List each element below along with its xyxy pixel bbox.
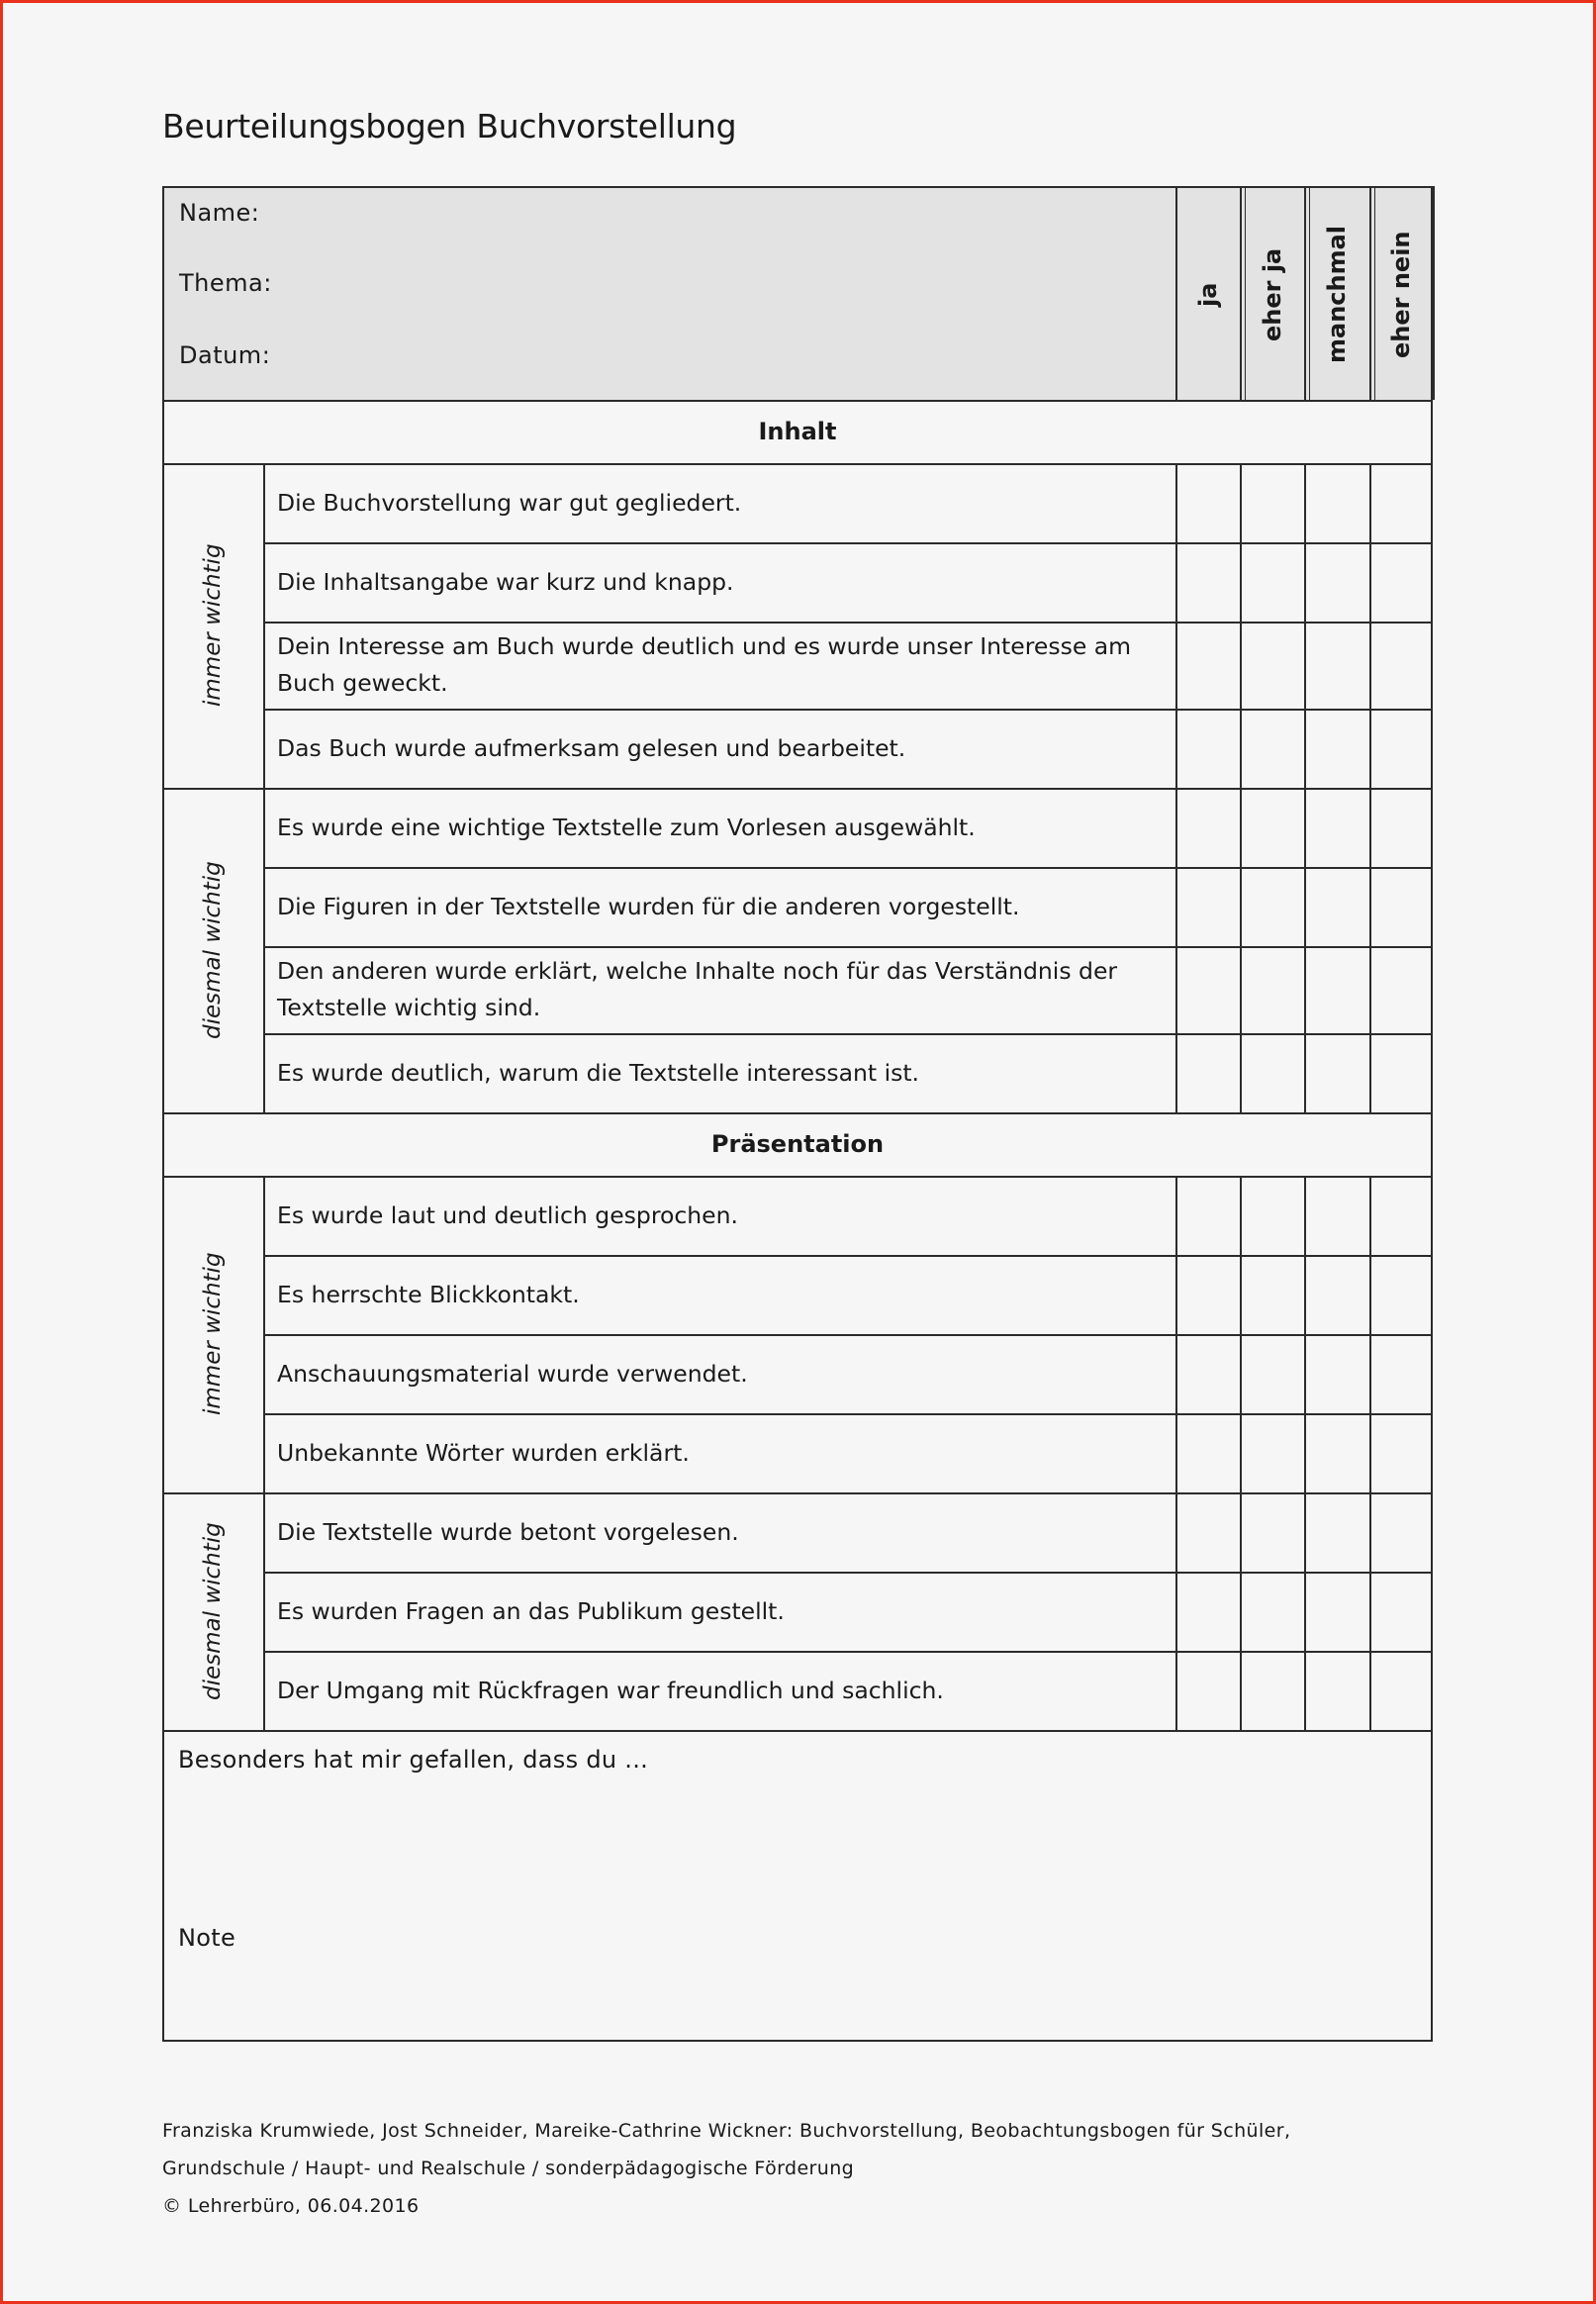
criterion-text: Unbekannte Wörter wurden erklärt.: [277, 1438, 690, 1467]
column-header-eher-nein: eher nein: [1387, 231, 1415, 358]
comment-area[interactable]: [164, 1732, 1431, 2039]
rating-box-ja[interactable]: [1177, 869, 1240, 946]
rating-box-eher-ja[interactable]: [1242, 544, 1304, 622]
column-header-eher-ja: eher ja: [1258, 247, 1286, 341]
rating-box-ja[interactable]: [1177, 790, 1240, 867]
rating-box-manchmal[interactable]: [1306, 1494, 1369, 1572]
rating-box-eher-nein[interactable]: [1371, 1336, 1433, 1413]
grid-line: [1240, 1492, 1242, 1730]
rating-box-eher-nein[interactable]: [1371, 1415, 1433, 1492]
rating-box-eher-nein[interactable]: [1371, 544, 1433, 622]
grid-line: [1240, 1176, 1242, 1492]
rating-box-ja[interactable]: [1177, 1035, 1240, 1112]
rating-box-ja[interactable]: [1177, 1415, 1240, 1492]
grid-line: [1304, 1176, 1306, 1492]
rating-box-eher-ja[interactable]: [1242, 1257, 1304, 1334]
rating-box-eher-nein[interactable]: [1371, 1494, 1433, 1572]
rating-box-eher-nein[interactable]: [1371, 790, 1433, 867]
rating-box-eher-ja[interactable]: [1242, 948, 1304, 1033]
rating-box-eher-ja[interactable]: [1242, 869, 1304, 946]
liked-prompt: Besonders hat mir gefallen, dass du ...: [178, 1746, 649, 1774]
grid-line: [263, 1492, 265, 1730]
grid-line: [1433, 186, 1435, 400]
grid-line: [1175, 463, 1177, 788]
criterion-text: Die Figuren in der Textstelle wurden für die anderen vorgestellt.: [277, 892, 1020, 920]
grid-line: [162, 2040, 1433, 2042]
grid-line: [1175, 186, 1177, 400]
grid-line: [1304, 788, 1306, 1112]
rating-box-eher-nein[interactable]: [1371, 1653, 1433, 1730]
grid-line: [1240, 186, 1242, 400]
group-label-immer-wichtig: immer wichtig: [200, 1252, 226, 1416]
grid-line: [1304, 463, 1306, 788]
rating-box-manchmal[interactable]: [1306, 544, 1369, 622]
rating-box-eher-ja[interactable]: [1242, 1178, 1304, 1255]
grid-line: [1304, 186, 1306, 400]
rating-box-manchmal[interactable]: [1306, 1415, 1369, 1492]
grid-line: [1369, 1492, 1371, 1730]
grid-line: [1431, 186, 1433, 2040]
grid-line: [162, 186, 1433, 188]
topic-field-label: Thema:: [179, 269, 272, 297]
grid-line: [1369, 463, 1371, 788]
rating-box-manchmal[interactable]: [1306, 711, 1369, 788]
rating-box-manchmal[interactable]: [1306, 1035, 1369, 1112]
rating-box-manchmal[interactable]: [1306, 948, 1369, 1033]
table-header: [162, 186, 1433, 400]
criterion-text: Es wurde deutlich, warum die Textstelle interessant ist.: [277, 1058, 920, 1087]
grid-line: [162, 186, 164, 2040]
grid-line: [162, 1112, 1433, 1114]
grid-line: [1245, 186, 1246, 400]
rating-box-eher-ja[interactable]: [1242, 711, 1304, 788]
rating-box-ja[interactable]: [1177, 1178, 1240, 1255]
rating-box-eher-ja[interactable]: [1242, 624, 1304, 709]
grid-line: [1369, 186, 1371, 400]
criterion-text: Die Buchvorstellung war gut gegliedert.: [277, 488, 742, 517]
criterion-text: Die Inhaltsangabe war kurz und knapp.: [277, 567, 734, 596]
rating-box-manchmal[interactable]: [1306, 869, 1369, 946]
rating-box-eher-nein[interactable]: [1371, 624, 1433, 709]
grid-line: [1369, 1176, 1371, 1492]
criterion-text: Dein Interesse am Buch wurde deutlich und es wurde unser Interesse am Buch geweckt.: [277, 632, 1132, 697]
grid-line: [263, 463, 265, 788]
rating-box-manchmal[interactable]: [1306, 624, 1369, 709]
rating-box-eher-ja[interactable]: [1242, 1336, 1304, 1413]
rating-box-eher-ja[interactable]: [1242, 1035, 1304, 1112]
column-header-manchmal: manchmal: [1323, 225, 1351, 364]
rating-box-ja[interactable]: [1177, 1494, 1240, 1572]
footer-credits: Franziska Krumwiede, Jost Schneider, Mareike-Cathrine Wickner: Buchvorstellung, Beobachtungsbogen für Schüler,: [162, 2120, 1291, 2142]
rating-box-ja[interactable]: [1177, 711, 1240, 788]
rating-box-ja[interactable]: [1177, 1574, 1240, 1651]
grid-line: [1369, 788, 1371, 1112]
grid-line: [1175, 788, 1177, 1112]
rating-box-eher-nein[interactable]: [1371, 869, 1433, 946]
grid-line: [1304, 1492, 1306, 1730]
rating-box-manchmal[interactable]: [1306, 1257, 1369, 1334]
grid-line: [1240, 463, 1242, 788]
rating-box-ja[interactable]: [1177, 544, 1240, 622]
criterion-text: Den anderen wurde erklärt, welche Inhalte noch für das Verständnis der Textstelle wichtig sind.: [277, 957, 1118, 1021]
group-label-immer-wichtig: immer wichtig: [200, 543, 226, 708]
criterion-text: Die Textstelle wurde betont vorgelesen.: [277, 1517, 739, 1546]
rating-box-ja[interactable]: [1177, 624, 1240, 709]
rating-box-eher-nein[interactable]: [1371, 1257, 1433, 1334]
grid-line: [1309, 186, 1310, 400]
grid-line: [1175, 1176, 1177, 1492]
assessment-table: [162, 186, 1433, 2044]
rating-box-ja[interactable]: [1177, 1653, 1240, 1730]
criterion-text: Es herrschte Blickkontakt.: [277, 1280, 580, 1308]
rating-box-ja[interactable]: [1177, 465, 1240, 542]
group-label-diesmal-wichtig: diesmal wichtig: [200, 1522, 226, 1700]
rating-box-eher-ja[interactable]: [1242, 790, 1304, 867]
rating-box-eher-nein[interactable]: [1371, 465, 1433, 542]
rating-box-ja[interactable]: [1177, 1336, 1240, 1413]
footer-school-types: Grundschule / Haupt- und Realschule / sonderpädagogische Förderung: [162, 2158, 855, 2179]
rating-box-eher-ja[interactable]: [1242, 1574, 1304, 1651]
group-label-diesmal-wichtig: diesmal wichtig: [200, 861, 226, 1039]
rating-box-eher-nein[interactable]: [1371, 948, 1433, 1033]
rating-box-manchmal[interactable]: [1306, 790, 1369, 867]
criterion-text: Anschauungsmaterial wurde verwendet.: [277, 1359, 748, 1388]
grid-line: [1175, 1492, 1177, 1730]
name-field-label: Name:: [179, 199, 260, 227]
grade-label: Note: [178, 1924, 236, 1952]
grid-line: [1240, 788, 1242, 1112]
rating-box-ja[interactable]: [1177, 948, 1240, 1033]
rating-box-eher-ja[interactable]: [1242, 1653, 1304, 1730]
column-header-ja: ja: [1193, 282, 1222, 307]
rating-box-eher-nein[interactable]: [1371, 711, 1433, 788]
rating-box-manchmal[interactable]: [1306, 1336, 1369, 1413]
grid-line: [1374, 186, 1375, 400]
rating-box-manchmal[interactable]: [1306, 1178, 1369, 1255]
rating-box-eher-nein[interactable]: [1371, 1035, 1433, 1112]
page-title: Beurteilungsbogen Buchvorstellung: [162, 107, 737, 145]
criterion-text: Es wurde laut und deutlich gesprochen.: [277, 1200, 738, 1229]
rating-box-manchmal[interactable]: [1306, 1653, 1369, 1730]
date-field-label: Datum:: [179, 341, 271, 369]
grid-line: [263, 788, 265, 1112]
rating-box-eher-ja[interactable]: [1242, 465, 1304, 542]
rating-box-eher-nein[interactable]: [1371, 1574, 1433, 1651]
rating-box-eher-nein[interactable]: [1371, 1178, 1433, 1255]
criterion-text: Es wurde eine wichtige Textstelle zum Vorlesen ausgewählt.: [277, 813, 976, 841]
grid-line: [162, 400, 1433, 402]
section-title-1: Präsentation: [710, 1130, 885, 1158]
rating-box-eher-ja[interactable]: [1242, 1415, 1304, 1492]
rating-box-eher-ja[interactable]: [1242, 1494, 1304, 1572]
rating-box-manchmal[interactable]: [1306, 465, 1369, 542]
rating-box-ja[interactable]: [1177, 1257, 1240, 1334]
rating-box-manchmal[interactable]: [1306, 1574, 1369, 1651]
criterion-text: Der Umgang mit Rückfragen war freundlich und sachlich.: [277, 1676, 944, 1704]
criterion-text: Das Buch wurde aufmerksam gelesen und bearbeitet.: [277, 733, 906, 762]
section-title-0: Inhalt: [758, 418, 837, 445]
grid-line: [263, 1176, 265, 1492]
criterion-text: Es wurden Fragen an das Publikum gestellt.: [277, 1596, 785, 1625]
footer-copyright: © Lehrerbüro, 06.04.2016: [162, 2195, 420, 2217]
